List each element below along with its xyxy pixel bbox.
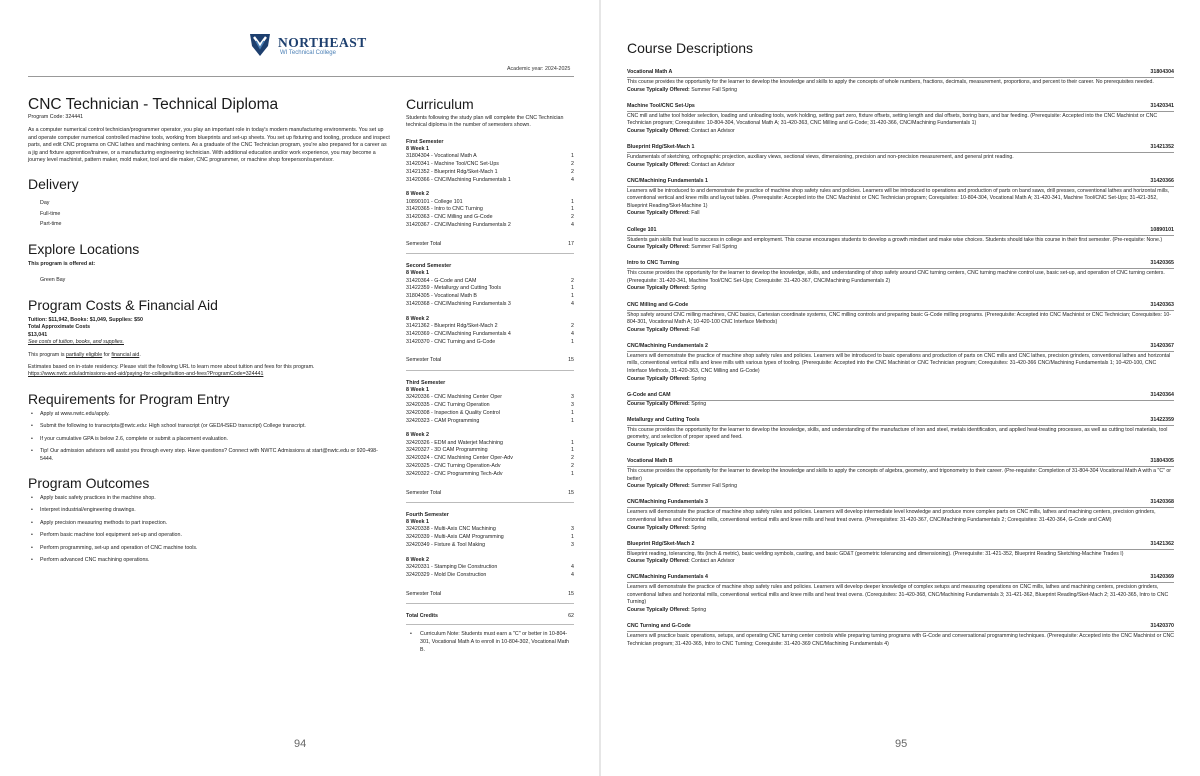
- course-offered-value: Spring: [689, 375, 707, 382]
- curriculum-course-row: [406, 301, 574, 309]
- curriculum-course-row: [406, 455, 574, 463]
- course-credits: 2: [571, 161, 574, 168]
- course-descriptions-title: Course Descriptions: [627, 40, 754, 56]
- semester-name: Fourth Semester: [406, 511, 449, 518]
- week-label: 8 Week 1: [406, 387, 429, 393]
- course-credits: 4: [571, 222, 574, 228]
- course-description: [627, 227, 1174, 252]
- semester-total-value: 15: [568, 489, 574, 496]
- course-name: Metallurgy and Cutting Tools: [627, 416, 700, 423]
- course-description: [627, 541, 1174, 566]
- requirements-list: [28, 411, 390, 463]
- curriculum-course-row: [406, 526, 574, 534]
- course-offered: [627, 285, 1174, 293]
- course-credits: 2: [571, 168, 574, 175]
- course-name: CNC Milling and G-Code: [627, 301, 689, 308]
- course-code-name: 31420367 - CNC/Machining Fundamentals 2: [406, 222, 511, 228]
- course-offered: [627, 607, 1174, 615]
- course-code-name: 31422359 - Metallurgy and Cutting Tools: [406, 285, 502, 292]
- semester-name: Third Semester: [406, 379, 446, 386]
- curriculum-course-row: [406, 394, 574, 402]
- course-code-name: 10890101 - College 101: [406, 198, 463, 205]
- course-credits: 4: [571, 301, 574, 307]
- curriculum-course-row: [406, 339, 574, 347]
- course-header: [627, 302, 1174, 311]
- location-item: Green Bay: [40, 276, 66, 283]
- course-code: 31420367: [1150, 342, 1174, 349]
- course-code-name: 32420326 - EDM and Waterjet Machining: [406, 439, 503, 446]
- curriculum-course-row: [406, 199, 574, 207]
- curriculum-intro: Students following the study plan will complete the CNC Technician technical diploma in the number of semesters shown.: [406, 115, 564, 129]
- course-code-name: 31420365 - Intro to CNC Turning: [406, 206, 483, 213]
- course-header: [627, 178, 1174, 187]
- course-offered-label: Course Typically Offered:: [627, 86, 690, 93]
- course-header: [627, 574, 1174, 583]
- course-code-name: 31804305 - Vocational Math B: [406, 293, 477, 300]
- requirements-heading: Requirements for Program Entry: [28, 390, 230, 407]
- course-credits: 2: [571, 323, 574, 329]
- curriculum-course-row: [406, 471, 574, 479]
- course-name: Vocational Math A: [627, 69, 673, 75]
- semester-total-value: 17: [568, 240, 574, 247]
- course-desc: This course provides the opportunity for the learner to develop the knowledge, skills, and understanding of the manufacture of iron and steel, metals identification, and applied heat-treating processes, as well as cutting tool materials, tool geometry, and selection of proper speed and feed.: [627, 426, 1168, 441]
- semester-total-row: [406, 591, 574, 604]
- course-name: Blueprint Rdg/Sket-Mach 1: [627, 143, 695, 150]
- course-code-name: 32420327 - 3D CAM Programming: [406, 447, 488, 454]
- course-name: CNC/Machining Fundamentals 3: [627, 499, 708, 506]
- curriculum-note: • Curriculum Note: Students must earn a "C" or better in 10-804-301, Vocational Math A to enroll in 10-804-302, Vocational Math B.: [406, 631, 574, 654]
- course-offered-label: Course Typically Offered:: [627, 127, 690, 134]
- curriculum-course-row: [406, 572, 574, 580]
- program-title: CNC Technician - Technical Diploma: [28, 96, 279, 113]
- course-description: [627, 574, 1174, 614]
- course-description-list: [627, 69, 1174, 657]
- course-credits: 1: [571, 198, 574, 205]
- course-desc: Learners will be introduced to and demonstrate the practice of machine shop safety rules and policies. Learners will be introduced to operations and production of parts on band saws, drill presses, conventional lathes and horizontal mills, conventional vertical and knee mills and layout tables. (Prerequisite: Accepted into the CNC Machinist or CNC Technician program; Corequisites: 10-804-304, Vocational Math A; 31-420-341, Machine Tool/CNC Set-Ups; 31-421-352, Blueprint Reading/Sket-Machine 1): [627, 187, 1170, 209]
- course-code-name: 32420339 - Multi-Axis CAM Programming: [406, 534, 504, 541]
- course-credits: 3: [571, 402, 574, 408]
- course-code-name: 32420324 - CNC Machining Center Oper-Adv: [406, 455, 513, 462]
- requirement-item: • If your cumulative GPA is below 2.6, complete or submit a placement evaluation.: [28, 436, 390, 443]
- course-offered-label: Course Typically Offered:: [627, 483, 690, 490]
- eligible-text: This program is: [28, 351, 66, 358]
- course-desc: Shop safety around CNC milling machines, CNC basics, Cartesian coordinate systems, CNC milling controls and preparing basic G-Code milling programs. (Prerequisite: Accepted into CNC Machinist or CNC Technician; Corequisites: 10-804-301, Vocational Math A; 10-420-100 CNC Interface Methods): [627, 311, 1171, 326]
- total-costs-value: $13,041: [28, 331, 48, 338]
- page-number-right: 95: [895, 738, 908, 750]
- course-header: [627, 392, 1174, 401]
- semester-name: First Semester: [406, 138, 444, 145]
- college-logo: [248, 32, 367, 62]
- course-code: 31420369: [1150, 574, 1174, 581]
- curriculum-course-row: [406, 534, 574, 542]
- course-description: [627, 623, 1174, 648]
- financial-aid-line: [28, 352, 390, 359]
- outcome-item: • Perform basic machine tool equipment set-up and operation.: [28, 532, 390, 539]
- curriculum-course-row: [406, 161, 574, 169]
- course-description: [627, 178, 1174, 218]
- course-desc: Fundamentals of sketching, orthographic projection, auxiliary views, sectional views, dimensioning, precision and non-precision measurement, and general print reading.: [627, 153, 1014, 160]
- page-number-left: 94: [294, 738, 307, 750]
- course-offered: [627, 558, 1174, 566]
- course-offered: [627, 327, 1174, 335]
- course-desc: CNC mill and lathe tool holder selection, loading and unloading tools, work holding, setting part zero, fixture offsets, setting length and dial offsets, boring bars, and bar feeding. (Prerequisite: Accepted into the CNC Machinist or CNC Technician program; Corequisites: 10-804-304, Vocational Math A; 31-420-363, CNC Milling and G-Code; 31-420-366, CNC/Machining Fundamentals 1): [627, 112, 1158, 127]
- course-code-name: 31420368 - CNC/Machining Fundamentals 3: [406, 301, 511, 307]
- week-label: 8 Week 2: [406, 432, 429, 439]
- semester-total-row: [406, 357, 574, 370]
- curriculum-course-row: [406, 169, 574, 177]
- program-intro: As a computer numerical control technician/programmer operator, you play an important role in today's modern manufacturing environments. You set up and operate computer numerical controlled machine tools, working from blueprints and set-up sheets. You set up fixturing and tooling, produce and inspect parts, and edit CNC programs on CNC lathes and machining centers. As a graduate of the CNC Technician program, you're also prepared for a career as a jig and fixture apprentice/trainee, or a manufacturing engineering technician. With additional education and/or work experience, you may become a journey level machinist, pattern maker, mold maker, tool and die maker, CNC programmer, or machine shop foreperson/supervisor.: [28, 127, 390, 164]
- tuition-url-link[interactable]: https://www.nwtc.edu/admissions-and-aid/paying-for-college/tuition-and-fees?ProgramCode=324441: [28, 371, 264, 378]
- outcome-item: • Apply basic safety practices in the machine shop.: [28, 495, 390, 502]
- course-description: [627, 417, 1174, 450]
- week-label: 8 Week 2: [406, 556, 429, 563]
- course-description: [627, 103, 1174, 136]
- course-code-name: 31420370 - CNC Turning and G-Code: [406, 338, 496, 345]
- course-code-name: 31420369 - CNC/Machining Fundamentals 4: [406, 330, 511, 337]
- shield-logo-icon: [248, 32, 272, 58]
- curriculum-course-row: [406, 177, 574, 185]
- course-offered: [627, 162, 1174, 170]
- curriculum-note-list: [406, 631, 574, 654]
- semester-total-value: 15: [568, 357, 574, 364]
- course-offered-label: Course Typically Offered:: [627, 244, 690, 251]
- course-offered-value: Summer Fall Spring: [689, 483, 738, 490]
- course-desc: This course provides the opportunity for the learner to develop the knowledge, skills, and understanding of shop safety around CNC turning centers, CNC turning machine control use, basic set-up, and operation of CNC turning centers. (Prerequisite: 31-420-341, Machine Tool/CNC Set-Ups; Corequisite: 31-420-367, CNC/Machining Fundamentals 2): [627, 270, 1165, 284]
- course-offered-value: Spring: [689, 285, 707, 292]
- course-code: 31421352: [1150, 143, 1174, 150]
- course-code-name: 31804304 - Vocational Math A: [406, 153, 477, 160]
- course-name: Blueprint Rdg/Sket-Mach 2: [627, 540, 695, 547]
- logo-name: NORTHEAST: [278, 35, 367, 50]
- course-offered-value: Summer Fall Spring: [689, 86, 738, 93]
- see-costs-link[interactable]: See costs of tuition, books, and supplies.: [28, 339, 124, 346]
- course-credits: 4: [571, 176, 574, 183]
- outcome-item: • Apply precision measuring methods to part inspection.: [28, 520, 390, 527]
- week-label: 8 Week 1: [406, 146, 429, 153]
- left-page: [0, 0, 599, 776]
- course-code: 31422359: [1150, 416, 1174, 423]
- course-credits: 2: [571, 214, 574, 221]
- course-offered-value: Contact an Advisor: [689, 558, 735, 565]
- course-header: [627, 623, 1174, 632]
- course-code: 31804304: [1150, 69, 1174, 75]
- total-credits-row: [406, 613, 574, 625]
- course-credits: 4: [571, 571, 574, 578]
- semester-total-value: 15: [568, 590, 574, 597]
- course-code: 31420366: [1150, 177, 1174, 184]
- course-offered-value: Fall: [689, 210, 700, 217]
- course-code-name: 31420341 - Machine Tool/CNC Set-Ups: [406, 161, 499, 168]
- course-code-name: 31421362 - Blueprint Rdg/Sket-Mach 2: [406, 323, 498, 329]
- requirement-item: • Submit the following to transcripts@nwtc.edu: High school transcript (or GED/HSED transcript) College transcript.: [28, 423, 390, 430]
- program-info-column: [28, 96, 390, 569]
- course-offered-label: Course Typically Offered:: [627, 558, 690, 565]
- requirement-item: • Tip! Our admission advisors will assist you through every step. Have questions? Connect with NWTC Admissions at start@nwtc.edu or 920-498-5444.: [28, 448, 390, 463]
- course-code-name: 32420322 - CNC Programming Tech-Adv: [406, 470, 503, 477]
- logo-subtitle: WI Technical College: [280, 50, 336, 56]
- course-header: [627, 343, 1174, 352]
- course-offered-label: Course Typically Offered:: [627, 326, 690, 333]
- curriculum-course-row: [406, 402, 574, 410]
- course-credits: 1: [571, 470, 574, 477]
- course-name: CNC/Machining Fundamentals 1: [627, 177, 708, 184]
- course-header: [627, 417, 1174, 426]
- course-header: [627, 499, 1174, 508]
- course-desc: Learners will demonstrate the practice of machine shop safety rules and policies. Learners will be introduced to basic operations and production of parts on CNC mills and CNC lathes, precision grinders, conventional lathes and horizontal mills, conventional vertical mills and knee mills with various types of tooling. (Prerequisite: Accepted into the CNC Machinist or CNC Technician program; Corequisites: 31-420-366 CNC/Machining Fundamentals 1; 10-420-100, CNC Interface Methods, 31-420-363, CNC Milling and G-Code): [627, 352, 1171, 374]
- course-offered-value: Contact an Advisor: [689, 127, 735, 134]
- course-offered: [627, 401, 1174, 409]
- week-label: 8 Week 1: [406, 519, 429, 526]
- course-code-name: 31420364 - G-Code and CAM: [406, 277, 477, 284]
- curriculum-course-row: [406, 440, 574, 448]
- course-code: 31420364: [1150, 391, 1174, 398]
- total-credits-label: Total Credits: [406, 612, 438, 619]
- course-credits: 1: [571, 417, 574, 424]
- course-credits: 1: [571, 293, 574, 300]
- course-code: 31420370: [1150, 623, 1174, 630]
- course-credits: 1: [571, 534, 574, 541]
- course-name: CNC/Machining Fundamentals 4: [627, 574, 708, 581]
- curriculum-course-row: [406, 153, 574, 161]
- course-code-name: 32420308 - Inspection & Quality Control: [406, 409, 500, 416]
- course-header: [627, 458, 1174, 467]
- course-offered: [627, 525, 1174, 533]
- curriculum-course-row: [406, 331, 574, 339]
- curriculum-course-row: [406, 293, 574, 301]
- curriculum-course-row: [406, 463, 574, 471]
- course-code: 10890101: [1150, 226, 1174, 233]
- course-credits: 2: [571, 277, 574, 284]
- partially-eligible-link[interactable]: partially eligible: [65, 351, 103, 358]
- curriculum-course-row: [406, 285, 574, 293]
- course-offered-label: Course Typically Offered:: [627, 441, 690, 448]
- course-description: [627, 343, 1174, 383]
- locations-list: [28, 275, 390, 285]
- course-code: 31420341: [1150, 102, 1174, 109]
- course-credits: 1: [571, 206, 574, 213]
- course-credits: 2: [571, 462, 574, 469]
- course-offered-label: Course Typically Offered:: [627, 400, 690, 407]
- curriculum-course-row: [406, 222, 574, 230]
- delivery-item: Day: [40, 200, 50, 207]
- course-description: [627, 458, 1174, 491]
- semester-total-label: Semester Total: [406, 590, 442, 597]
- course-credits: 4: [571, 330, 574, 337]
- course-code: 31421362: [1150, 540, 1174, 547]
- course-name: Vocational Math B: [627, 458, 673, 465]
- curriculum-course-row: [406, 214, 574, 222]
- course-code-name: 32420323 - CAM Programming: [406, 417, 480, 424]
- course-credits: 3: [571, 526, 574, 533]
- costs-heading: Program Costs & Financial Aid: [28, 297, 218, 314]
- course-offered-value: Summer Fall Spring: [689, 244, 738, 251]
- course-offered-label: Course Typically Offered:: [627, 210, 690, 217]
- course-offered: [627, 128, 1174, 136]
- course-header: [627, 103, 1174, 112]
- course-desc: Learners will demonstrate the practice of machine shop safety rules and policies. Learners will develop intermediate level knowledge and produce more complex parts on CNC mills, lathes and machining centers, precision grinders, conventional lathes and horizontal mills, conventional vertical mills and knee mills and heat treat ovens. (Prerequisites: 31-420-367, CNC/Machining Fundamentals 2; Corequisites: 31-420-364, G-Code and CAM): [627, 509, 1156, 523]
- course-description: [627, 144, 1174, 169]
- course-code-name: 32420338 - Multi-Axis CNC Machining: [406, 526, 496, 533]
- course-name: CNC Turning and G-Code: [627, 623, 691, 630]
- course-code-name: 32420336 - CNC Machining Center Oper: [406, 394, 502, 401]
- right-page: [601, 0, 1200, 776]
- course-desc: Learners will practice basic operations, setups, and operating CNC turning center controls while preparing turning programs with G-Code and conversational programming techniques. (Prerequisite: Accepted into the CNC Machinist or CNC Technician program; 31-420-365, Intro to CNC Turning; Corequisite: 31-420-369 CNC/Machining Fundamentals 4): [627, 633, 1174, 647]
- week-label: 8 Week 2: [406, 315, 429, 322]
- course-code: 31420365: [1150, 260, 1174, 267]
- outcome-item: • Perform programming, set-up and operation of CNC machine tools.: [28, 545, 390, 552]
- course-code-name: 31421352 - Blueprint Rdg/Sket-Mach 1: [406, 168, 498, 175]
- curriculum-course-row: [406, 206, 574, 214]
- course-offered-label: Course Typically Offered:: [627, 607, 690, 614]
- course-credits: 1: [571, 439, 574, 446]
- curriculum-course-row: [406, 410, 574, 418]
- locations-offered-label: This program is offered at:: [28, 261, 96, 268]
- delivery-list: [28, 198, 390, 229]
- course-desc: Learners will demonstrate the practice of machine shop safety rules and policies. Learners will develop deeper knowledge of complex setups and measuring operations on CNC mills, lathes and machining centers, precision grinders, conventional lathes and horizontal mills, conventional vertical mills and knee mills and heat treat ovens. (Corequisites: 31-420-368, CNC/Machining Fundamentals 3; 31-421-362, Blueprint Reading/Sket-Mach 2; 31-420-365, Intro to CNC Turning): [627, 584, 1169, 606]
- course-credits: 1: [571, 285, 574, 292]
- course-offered-label: Course Typically Offered:: [627, 524, 690, 531]
- course-offered-label: Course Typically Offered:: [627, 161, 690, 168]
- eligible-end-text: .: [139, 351, 141, 358]
- course-offered: [627, 442, 1174, 450]
- outcome-item: • Perform advanced CNC machining operations.: [28, 557, 390, 564]
- course-code-name: 32420349 - Fixture & Tool Making: [406, 541, 486, 548]
- course-offered-value: Spring: [689, 607, 707, 614]
- locations-heading: Explore Locations: [28, 241, 140, 258]
- course-credits: 1: [571, 338, 574, 345]
- total-credits-value: 62: [568, 612, 574, 619]
- academic-year: Academic year: 2024-2025: [507, 66, 571, 72]
- semester-total-row: [406, 490, 574, 503]
- outcomes-heading: Program Outcomes: [28, 474, 150, 491]
- curriculum-course-row: [406, 278, 574, 286]
- course-header: [627, 144, 1174, 153]
- course-description: [627, 302, 1174, 335]
- total-costs-label: Total Approximate Costs: [28, 324, 91, 331]
- outcome-item: • Interpret industrial/engineering drawings.: [28, 507, 390, 514]
- course-name: Machine Tool/CNC Set-Ups: [627, 102, 695, 109]
- course-code-name: 32420325 - CNC Turning Operation-Adv: [406, 462, 501, 469]
- course-name: College 101: [627, 226, 657, 233]
- course-desc: This course provides the opportunity for the learner to develop the knowledge and skills to apply the concepts of algebra, geometry, and trigonometry to their career. (Pre-requisite: Completion of 31-804-304 Vocational Math A with a "C" or better): [627, 468, 1171, 482]
- tuition-line: Tuition: $11,942, Books: $1,049, Supplies: $50: [28, 317, 144, 324]
- course-header: [627, 69, 1174, 78]
- semester-total-row: [406, 241, 574, 254]
- course-header: [627, 541, 1174, 550]
- week-label: 8 Week 2: [406, 191, 429, 198]
- financial-aid-link[interactable]: financial aid: [111, 351, 140, 358]
- course-header: [627, 260, 1174, 269]
- course-code-name: 32420331 - Stamping Die Construction: [406, 563, 498, 570]
- course-code: 31420363: [1150, 301, 1174, 308]
- course-credits: 3: [571, 541, 574, 548]
- course-offered-label: Course Typically Offered:: [627, 375, 690, 382]
- course-credits: 4: [571, 563, 574, 570]
- semester-total-label: Semester Total: [406, 240, 442, 247]
- curriculum-course-row: [406, 542, 574, 550]
- course-offered: [627, 87, 1174, 95]
- week-label: 8 Week 1: [406, 270, 429, 277]
- course-description: [627, 260, 1174, 293]
- course-code-name: 31420363 - CNC Milling and G-Code: [406, 214, 493, 221]
- course-name: Intro to CNC Turning: [627, 260, 679, 267]
- course-offered: [627, 244, 1174, 252]
- course-desc: Blueprint reading, tolerancing, fits (inch & metric), basic welding symbols, casting, and basic GD&T (geometric tolerancing and dimensioning). (Prerequisite: 31-421-352, Blueprint Reading Sketching-Machine Trades I): [627, 550, 1124, 557]
- curriculum-course-row: [406, 564, 574, 572]
- course-offered: [627, 210, 1174, 218]
- semester-total-label: Semester Total: [406, 357, 442, 364]
- curriculum-course-row: [406, 418, 574, 426]
- course-desc: Students gain skills that lead to success in college and employment. This course encourages students to develop a growth mindset and make wise choices. Students should take this course in their first semester. (Pre-requisite: None.): [627, 236, 1163, 243]
- header-divider: [28, 76, 574, 77]
- course-header: [627, 227, 1174, 236]
- delivery-heading: Delivery: [28, 176, 79, 193]
- eligible-mid-text: for: [102, 351, 112, 358]
- course-offered-label: Course Typically Offered:: [627, 285, 690, 292]
- curriculum-course-row: [406, 447, 574, 455]
- semester-name: Second Semester: [406, 263, 452, 270]
- course-offered-value: Fall: [689, 326, 700, 333]
- course-name: G-Code and CAM: [627, 391, 671, 398]
- course-description: [627, 499, 1174, 532]
- curriculum-column: [406, 96, 574, 655]
- curriculum-course-row: [406, 323, 574, 331]
- program-code: Program Code: 324441: [28, 114, 84, 120]
- semester-total-label: Semester Total: [406, 489, 442, 496]
- course-code-name: 32420329 - Mold Die Construction: [406, 571, 487, 578]
- course-offered: [627, 483, 1174, 491]
- course-code: 31804305: [1150, 458, 1174, 465]
- outcomes-list: [28, 495, 390, 564]
- course-offered-value: Spring: [689, 400, 707, 407]
- requirement-item: • Apply at www.nwtc.edu/apply.: [28, 411, 390, 418]
- delivery-item: Full-time: [40, 210, 61, 217]
- course-name: CNC/Machining Fundamentals 2: [627, 342, 708, 349]
- course-code-name: 31420366 - CNC/Machining Fundamentals 1: [406, 176, 511, 183]
- course-description: [627, 69, 1174, 94]
- course-offered-value: Contact an Advisor: [689, 161, 735, 168]
- course-credits: 1: [571, 447, 574, 454]
- curriculum-heading: Curriculum: [406, 96, 474, 112]
- course-credits: 3: [571, 394, 574, 401]
- course-offered-value: Spring: [689, 524, 707, 531]
- estimate-note: Estimates based on in-state residency. Please visit the following URL to learn more about tuition and fees for this program.: [28, 364, 315, 371]
- course-offered: [627, 376, 1174, 384]
- course-desc: This course provides the opportunity for the learner to develop the knowledge and skills to apply the concepts of whole numbers, fractions, decimals, measurement, proportions, and percent to their career. No prerequisites needed.: [627, 79, 1154, 85]
- course-description: [627, 392, 1174, 409]
- delivery-item: Part-time: [40, 221, 62, 228]
- course-code: 31420368: [1150, 499, 1174, 506]
- course-credits: 1: [571, 153, 574, 160]
- course-code-name: 32420335 - CNC Turning Operation: [406, 402, 490, 408]
- course-credits: 1: [571, 409, 574, 416]
- semester-list: [406, 139, 574, 604]
- course-credits: 2: [571, 455, 574, 462]
